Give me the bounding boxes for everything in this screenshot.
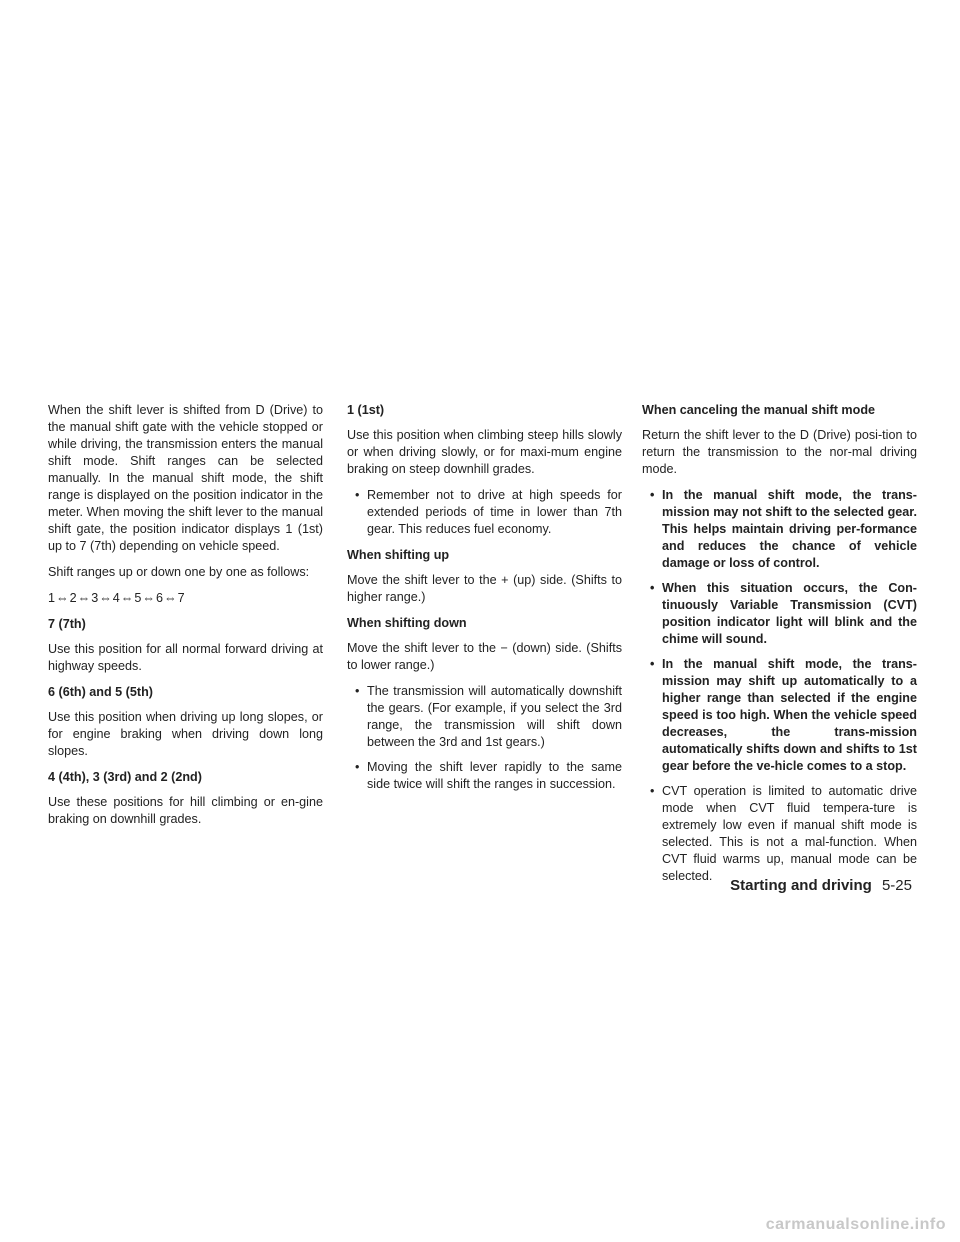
- watermark: carmanualsonline.info: [765, 1216, 946, 1233]
- footer-section-title: Starting and driving: [730, 877, 872, 894]
- bullet-icon: •: [650, 657, 655, 671]
- list-item-text: Moving the shift lever rapidly to the same side twice will shift the ranges in succession.: [367, 760, 622, 791]
- list-item: [347, 759, 622, 793]
- list-item-text: In the manual shift mode, the trans-mission may shift up automatically to a higher range than selected if the engine speed is too high. When the vehicle speed decreases, the trans-mission automatically shifts down and shifts to 1st gear before the ve-hicle comes to a stop.: [662, 657, 917, 773]
- list-item-text: When this situation occurs, the Con-tinuously Variable Transmission (CVT) position indicator light will blink and the chime will sound.: [662, 581, 917, 646]
- heading-shifting-down: When shifting down: [347, 616, 467, 630]
- list-item-text: Remember not to drive at high speeds for extended periods of time in lower than 7th gear. This reduces fuel economy.: [367, 488, 622, 536]
- list-item: [642, 580, 917, 648]
- list-item: [642, 656, 917, 775]
- heading-7th: 7 (7th): [48, 617, 86, 631]
- bullet-icon: •: [650, 784, 655, 798]
- bullet-icon: •: [650, 581, 655, 595]
- list-item-text: CVT operation is limited to automatic drive mode when CVT fluid tempera-ture is extremely low even if manual shift mode is selected. This is not a mal-function. When CVT fluid warms up, manual mode can be selected.: [662, 784, 917, 883]
- paragraph-shifting-down: Move the shift lever to the − (down) side. (Shifts to lower range.): [347, 641, 622, 672]
- column-3: [642, 402, 917, 894]
- bullet-icon: •: [355, 684, 360, 698]
- shift-ranges-paragraph: Shift ranges up or down one by one as follows:: [48, 565, 310, 579]
- list-item: [642, 783, 917, 885]
- list-canceling: [642, 487, 917, 885]
- bullet-icon: •: [355, 760, 360, 774]
- list-item: [642, 487, 917, 572]
- paragraph-shifting-up: Move the shift lever to the + (up) side. (Shifts to higher range.): [347, 573, 622, 604]
- heading-4th-3rd-2nd: 4 (4th), 3 (3rd) and 2 (2nd): [48, 770, 202, 784]
- column-2: [347, 402, 622, 802]
- list-item: [347, 683, 622, 751]
- list-shifting-down: [347, 683, 622, 793]
- paragraph-canceling: Return the shift lever to the D (Drive) posi-tion to return the transmission to the nor-mal driving mode.: [642, 428, 917, 476]
- paragraph-6th-5th: Use this position when driving up long slopes, or for engine braking when driving down long slopes.: [48, 710, 323, 758]
- shift-sequence: 1⇔2⇔3⇔4⇔5⇔6⇔7: [48, 591, 186, 605]
- heading-shifting-up: When shifting up: [347, 548, 450, 562]
- paragraph-1st: Use this position when climbing steep hills slowly or when driving slowly, or for maxi-mum engine braking on steep downhill grades.: [347, 428, 622, 476]
- list-item: [347, 487, 622, 538]
- list-item-text: The transmission will automatically downshift the gears. (For example, if you select the 3rd range, the transmission will shift down between the 3rd and 1st gears.): [367, 684, 622, 749]
- paragraph-4th-3rd-2nd: Use these positions for hill climbing or en-gine braking on downhill grades.: [48, 795, 323, 826]
- paragraph-7th: Use this position for all normal forward driving at highway speeds.: [48, 642, 323, 673]
- heading-1st: 1 (1st): [347, 403, 385, 417]
- column-1: [48, 402, 323, 837]
- intro-paragraph: When the shift lever is shifted from D (Drive) to the manual shift gate with the vehicle stopped or while driving, the transmission enters the manual shift mode. Shift ranges can be selected manually. In the manual shift mode, the shift range is displayed on the position indicator in the meter. When moving the shift lever to the manual shift gate, the position indicator displays 1 (1st) up to 7 (7th) depending on vehicle speed.: [48, 403, 323, 553]
- list-1st: [347, 487, 622, 538]
- page-number: 5-25: [881, 877, 912, 894]
- heading-canceling: When canceling the manual shift mode: [642, 403, 876, 417]
- bullet-icon: •: [355, 488, 360, 502]
- bullet-icon: •: [650, 488, 655, 502]
- heading-6th-5th: 6 (6th) and 5 (5th): [48, 685, 153, 699]
- list-item-text: In the manual shift mode, the trans-mission may not shift to the selected gear. This helps maintain driving per-formance and reduces the chance of vehicle damage or loss of control.: [662, 488, 917, 570]
- page-footer: [730, 876, 912, 896]
